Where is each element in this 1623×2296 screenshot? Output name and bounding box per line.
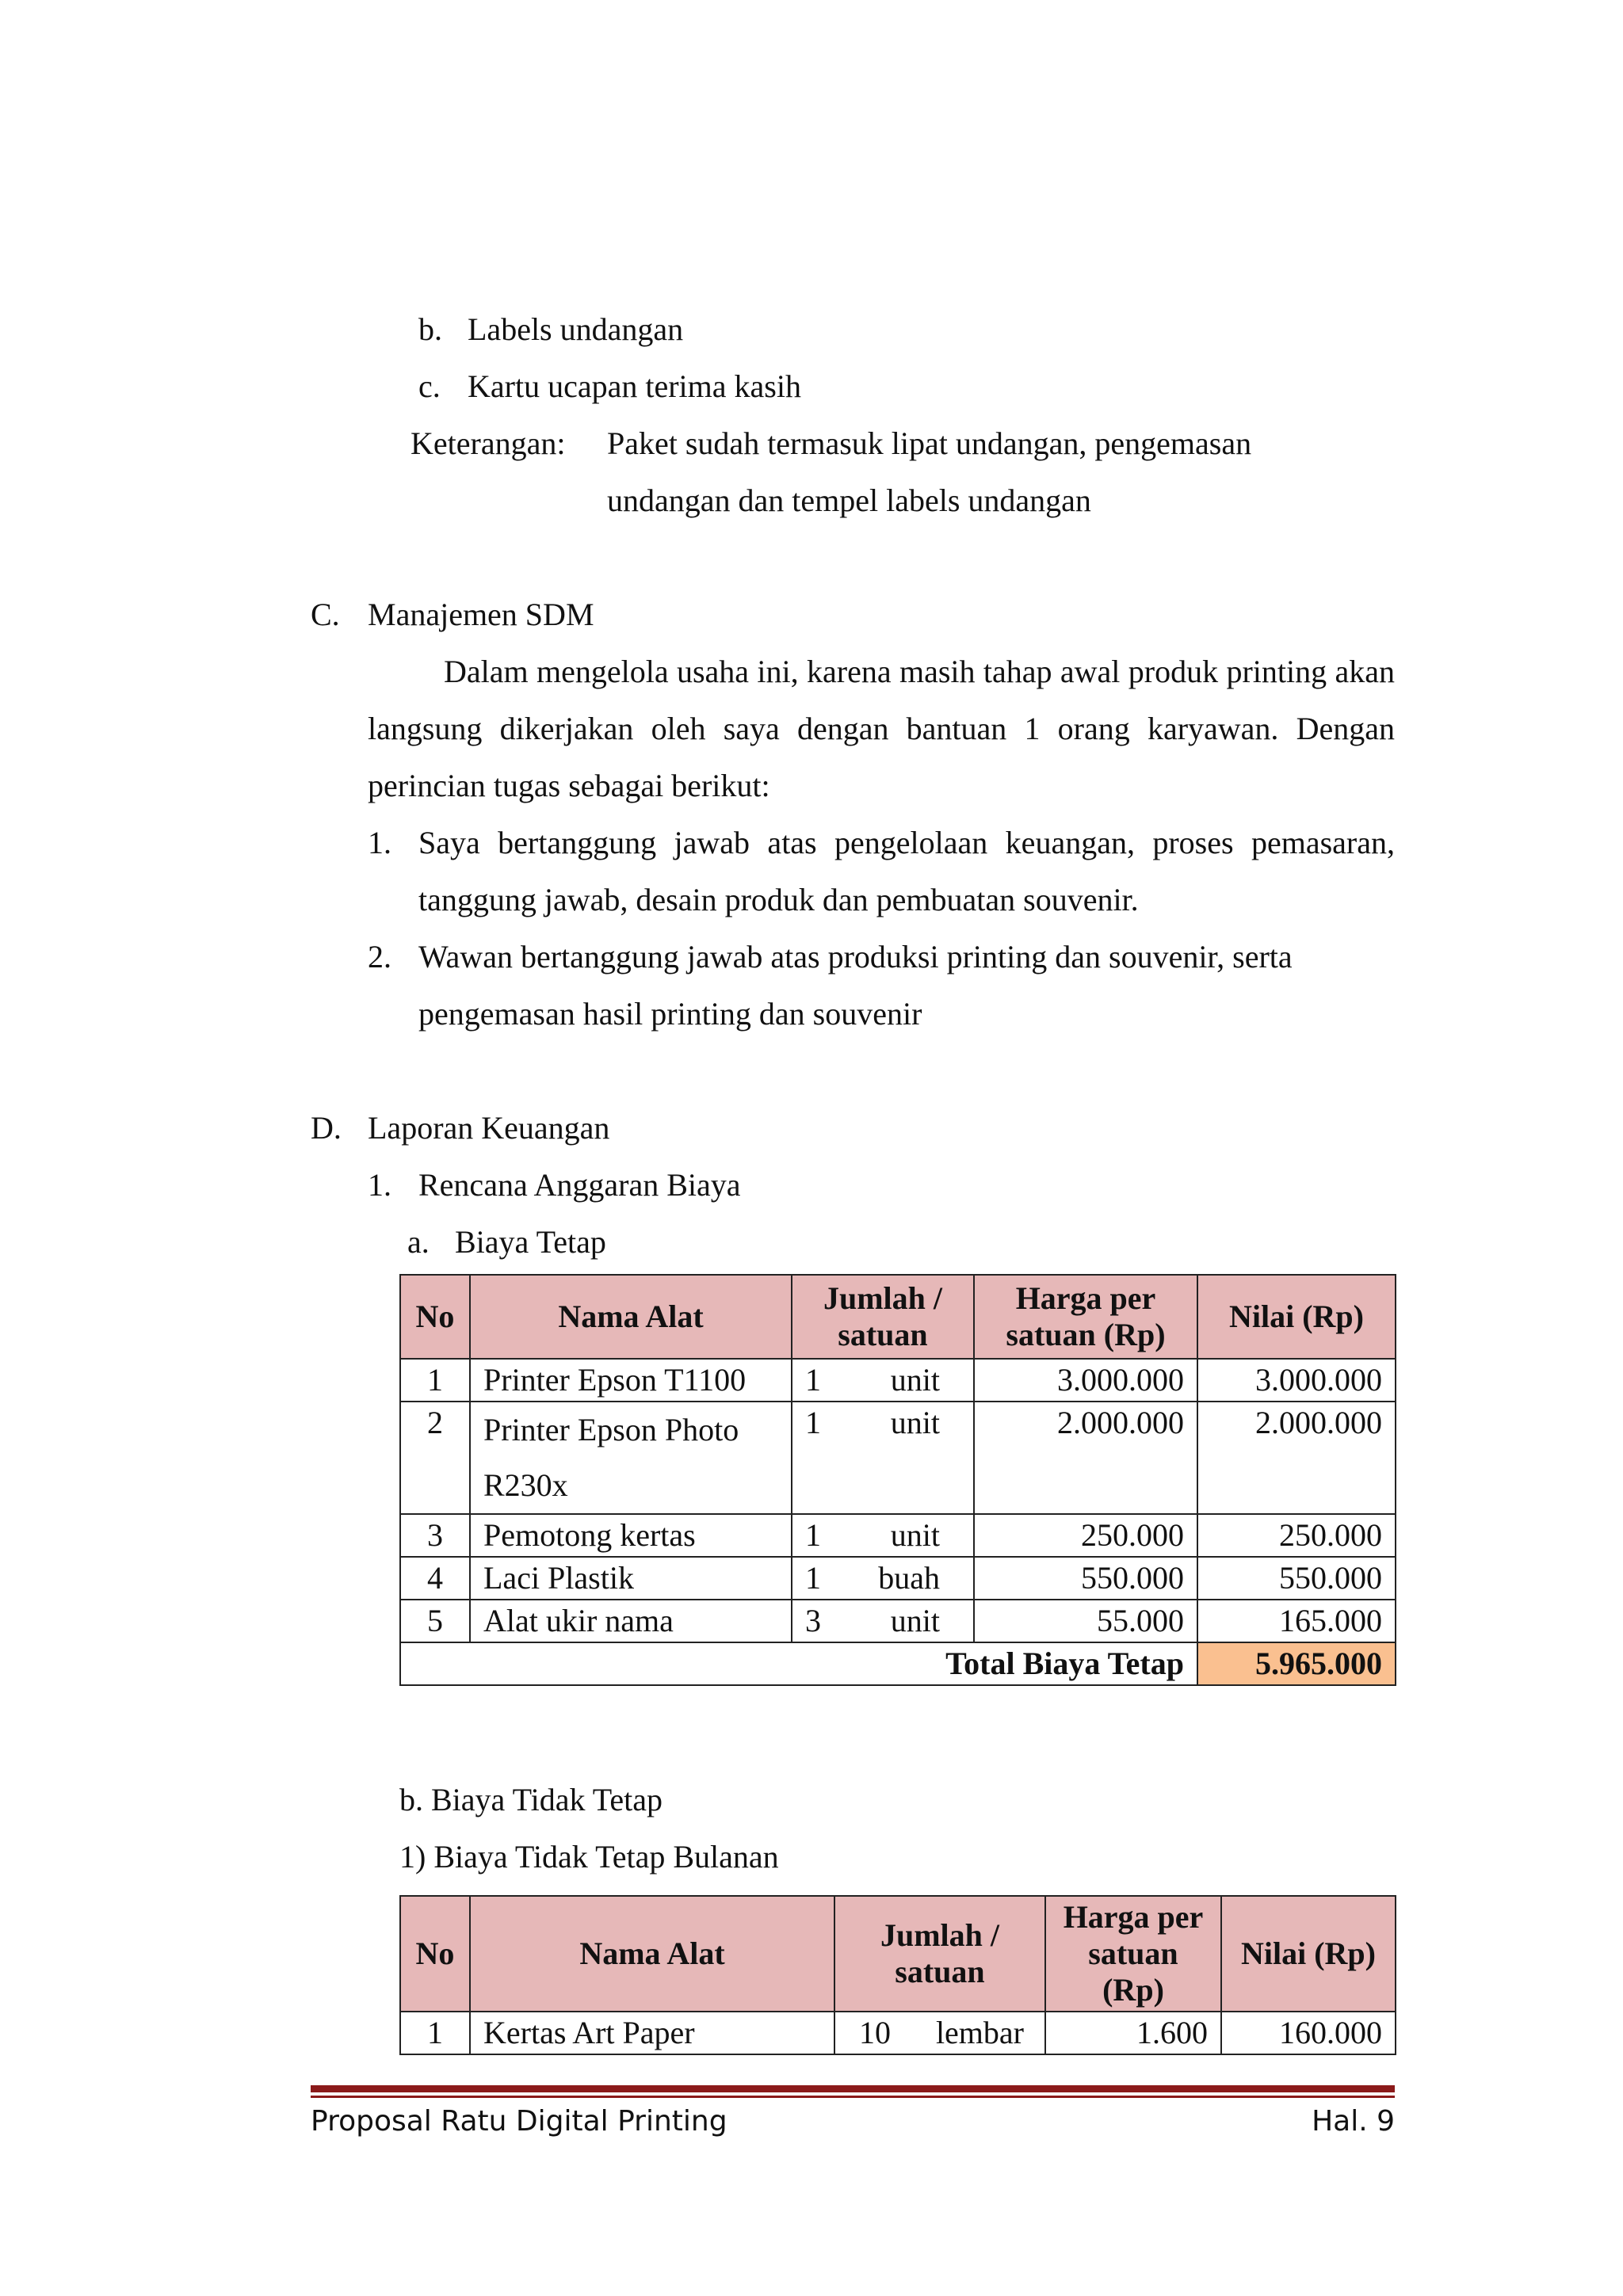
table-row <box>400 1402 1396 1514</box>
cell-no: 1 <box>400 1359 470 1402</box>
cell-no: 3 <box>400 1514 470 1557</box>
subsection-a-marker: a. <box>407 1224 430 1260</box>
cell-qty: 3 unit <box>792 1600 974 1642</box>
subsection-1-marker: 1. <box>368 1167 391 1203</box>
cell-value: 2.000.000 <box>1197 1402 1396 1514</box>
cell-value: 160.000 <box>1221 2012 1396 2054</box>
section-c-marker: C. <box>311 597 340 632</box>
task-1-marker: 1. <box>368 825 391 860</box>
cell-price: 2.000.000 <box>974 1402 1197 1514</box>
cell-name: Kertas Art Paper <box>470 2012 834 2054</box>
footer-rule-thin <box>311 2096 1395 2098</box>
cell-qty: 1 buah <box>792 1557 974 1600</box>
list-item-kartu-ucapan: Kartu ucapan terima kasih <box>468 368 801 404</box>
cell-qty: 1 unit <box>792 1402 974 1514</box>
note-line-1: Paket sudah termasuk lipat undangan, pengemasan <box>607 425 1252 461</box>
subsection-b-title: b. Biaya Tidak Tetap <box>399 1782 663 1817</box>
header-no: No <box>400 1896 470 2012</box>
cell-value: 250.000 <box>1197 1514 1396 1557</box>
cell-name: Printer Epson T1100 <box>470 1359 792 1402</box>
total-label: Total Biaya Tetap <box>400 1642 1197 1685</box>
table-row <box>400 1514 1396 1557</box>
cell-qty: 10 lembar <box>834 2012 1045 2054</box>
header-qty: Jumlah / satuan <box>792 1275 974 1359</box>
footer-page-number: Hal. 9 <box>1312 2105 1395 2138</box>
note-label: Keterangan: <box>411 425 566 461</box>
footer-rule-thick <box>311 2085 1395 2092</box>
cell-no: 2 <box>400 1402 470 1514</box>
task-2-line-2: pengemasan hasil printing dan souvenir <box>418 996 922 1032</box>
total-value: 5.965.000 <box>1197 1642 1396 1685</box>
header-no: No <box>400 1275 470 1359</box>
header-value: Nilai (Rp) <box>1197 1275 1396 1359</box>
cell-price: 55.000 <box>974 1600 1197 1642</box>
list-item-labels-undangan: Labels undangan <box>468 311 684 347</box>
task-2-line-1: Wawan bertanggung jawab atas produksi printing dan souvenir, serta <box>418 939 1293 974</box>
cell-price: 550.000 <box>974 1557 1197 1600</box>
cell-value: 165.000 <box>1197 1600 1396 1642</box>
subsection-a-title: Biaya Tetap <box>455 1224 606 1260</box>
cell-value: 3.000.000 <box>1197 1359 1396 1402</box>
cell-value: 550.000 <box>1197 1557 1396 1600</box>
footer-title: Proposal Ratu Digital Printing <box>311 2105 727 2138</box>
cell-no: 1 <box>400 2012 470 2054</box>
header-qty: Jumlah / satuan <box>834 1896 1045 2012</box>
list-marker-b: b. <box>418 311 442 347</box>
fixed-cost-table <box>399 1274 1396 1686</box>
section-c-paragraph: Dalam mengelola usaha ini, karena masih tahap awal produk printing akan langsung dikerjakan oleh saya dengan bantuan 1 orang karyawan. Dengan perincian tugas sebagai berikut: <box>368 654 1395 803</box>
subsection-b1-title: 1) Biaya Tidak Tetap Bulanan <box>399 1839 779 1875</box>
cell-name: Pemotong kertas <box>470 1514 792 1557</box>
header-name: Nama Alat <box>470 1896 834 2012</box>
table-row <box>400 1557 1396 1600</box>
header-price: Harga per satuan (Rp) <box>1045 1896 1221 2012</box>
cell-price: 1.600 <box>1045 2012 1221 2054</box>
total-row <box>400 1642 1396 1685</box>
cell-qty: 1 unit <box>792 1514 974 1557</box>
header-price: Harga per satuan (Rp) <box>974 1275 1197 1359</box>
section-d-marker: D. <box>311 1110 342 1146</box>
header-name: Nama Alat <box>470 1275 792 1359</box>
header-value: Nilai (Rp) <box>1221 1896 1396 2012</box>
task-1-line-1: Saya bertanggung jawab atas pengelolaan keuangan, proses pemasaran, <box>418 825 1395 860</box>
section-d-title: Laporan Keuangan <box>368 1110 610 1146</box>
table-header-row <box>400 1896 1396 2012</box>
task-2-marker: 2. <box>368 939 391 974</box>
table-row <box>400 1600 1396 1642</box>
section-c-title: Manajemen SDM <box>368 597 594 632</box>
cell-price: 250.000 <box>974 1514 1197 1557</box>
cell-name: Printer Epson Photo R230x <box>470 1402 792 1514</box>
note-line-2: undangan dan tempel labels undangan <box>607 482 1091 518</box>
task-1-line-2: tanggung jawab, desain produk dan pembuatan souvenir. <box>418 882 1139 917</box>
cell-name: Laci Plastik <box>470 1557 792 1600</box>
cell-no: 4 <box>400 1557 470 1600</box>
monthly-variable-cost-table <box>399 1895 1396 2055</box>
cell-price: 3.000.000 <box>974 1359 1197 1402</box>
cell-name: Alat ukir nama <box>470 1600 792 1642</box>
table-row <box>400 1359 1396 1402</box>
list-marker-c: c. <box>418 368 441 404</box>
subsection-1-title: Rencana Anggaran Biaya <box>418 1167 741 1203</box>
cell-qty: 1 unit <box>792 1359 974 1402</box>
cell-no: 5 <box>400 1600 470 1642</box>
table-header-row <box>400 1275 1396 1359</box>
table-row <box>400 2012 1396 2054</box>
